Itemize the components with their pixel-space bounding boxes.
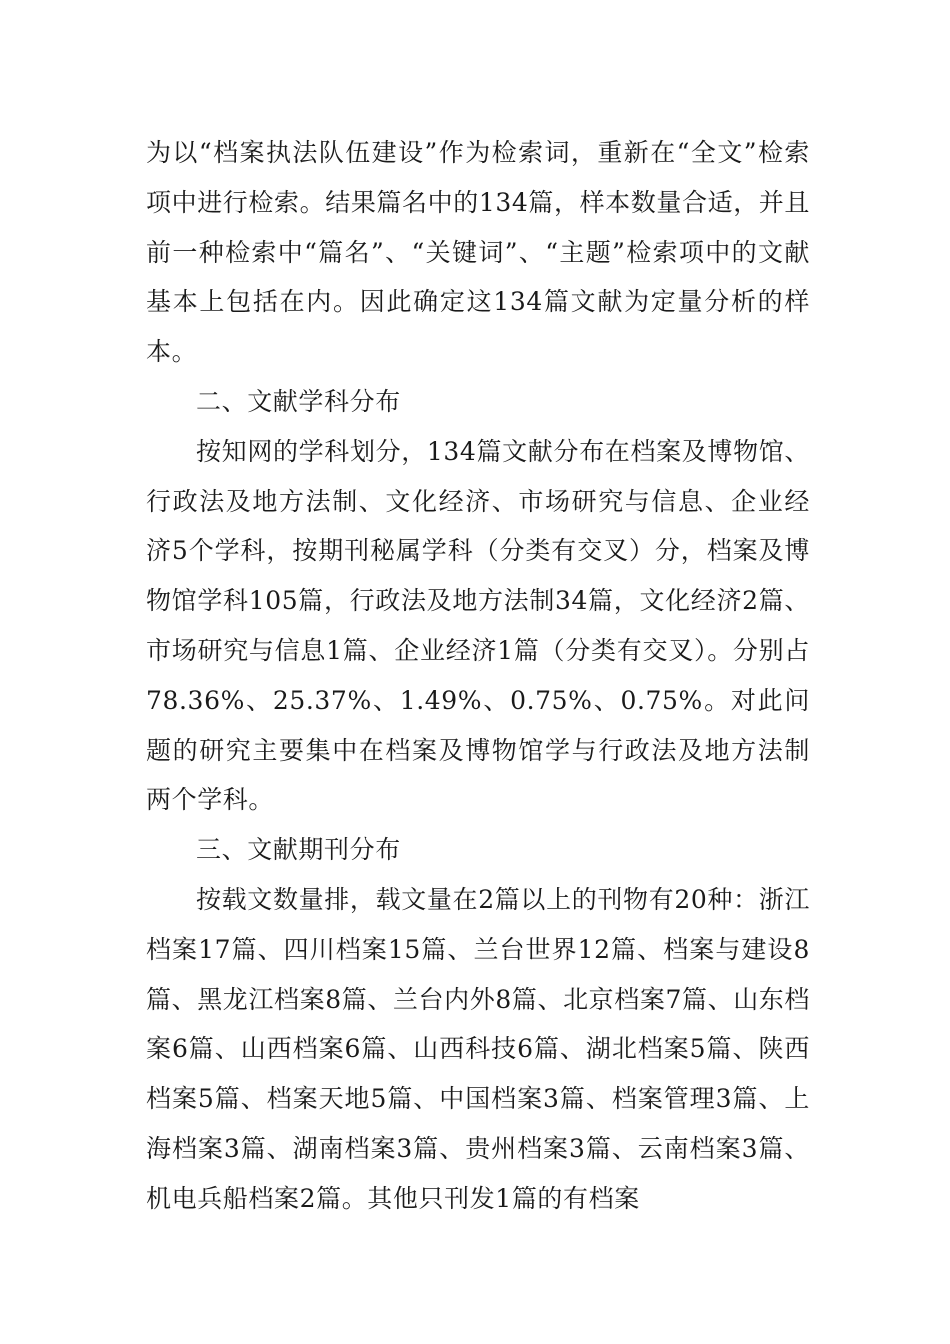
paragraph-search-method: 为以“档案执法队伍建设”作为检索词，重新在“全文”检索项中进行检索。结果篇名中的134篇，样本数量合适，并且前一种检索中“篇名”、“关键词”、“主题”检索项中的文献基本上包括在内。因此确定这134篇文献为定量分析的样本。 [146,138,810,367]
paragraph-subject-distribution: 按知网的学科划分，134篇文献分布在档案及博物馆、行政法及地方法制、文化经济、市场研究与信息、企业经济5个学科，按期刊秘属学科（分类有交叉）分，档案及博物馆学科105篇，行政法及地方法制34篇，文化经济2篇、市场研究与信息1篇、企业经济1篇（分类有交叉）。分别占78.36%、25.37%、1.49%、0.75%、0.75%。对此问题的研究主要集中在档案及博物馆学与行政法及地方法制两个学科。 [146,436,810,815]
section-heading-subject-distribution: 二、文献学科分布 [196,386,401,416]
section-heading-journal-distribution: 三、文献期刊分布 [196,835,401,865]
paragraph-journal-distribution: 按载文数量排，载文量在2篇以上的刊物有20种：浙江档案17篇、四川档案15篇、兰台世界12篇、档案与建设8篇、黑龙江档案8篇、兰台内外8篇、北京档案7篇、山东档案6篇、山西档案6篇、山西科技6篇、湖北档案5篇、陕西档案5篇、档案天地5篇、中国档案3篇、档案管理3篇、上海档案3篇、湖南档案3篇、贵州档案3篇、云南档案3篇、机电兵船档案2篇。其他只刊发1篇的有档案 [146,884,810,1213]
document-body [146,128,810,1224]
